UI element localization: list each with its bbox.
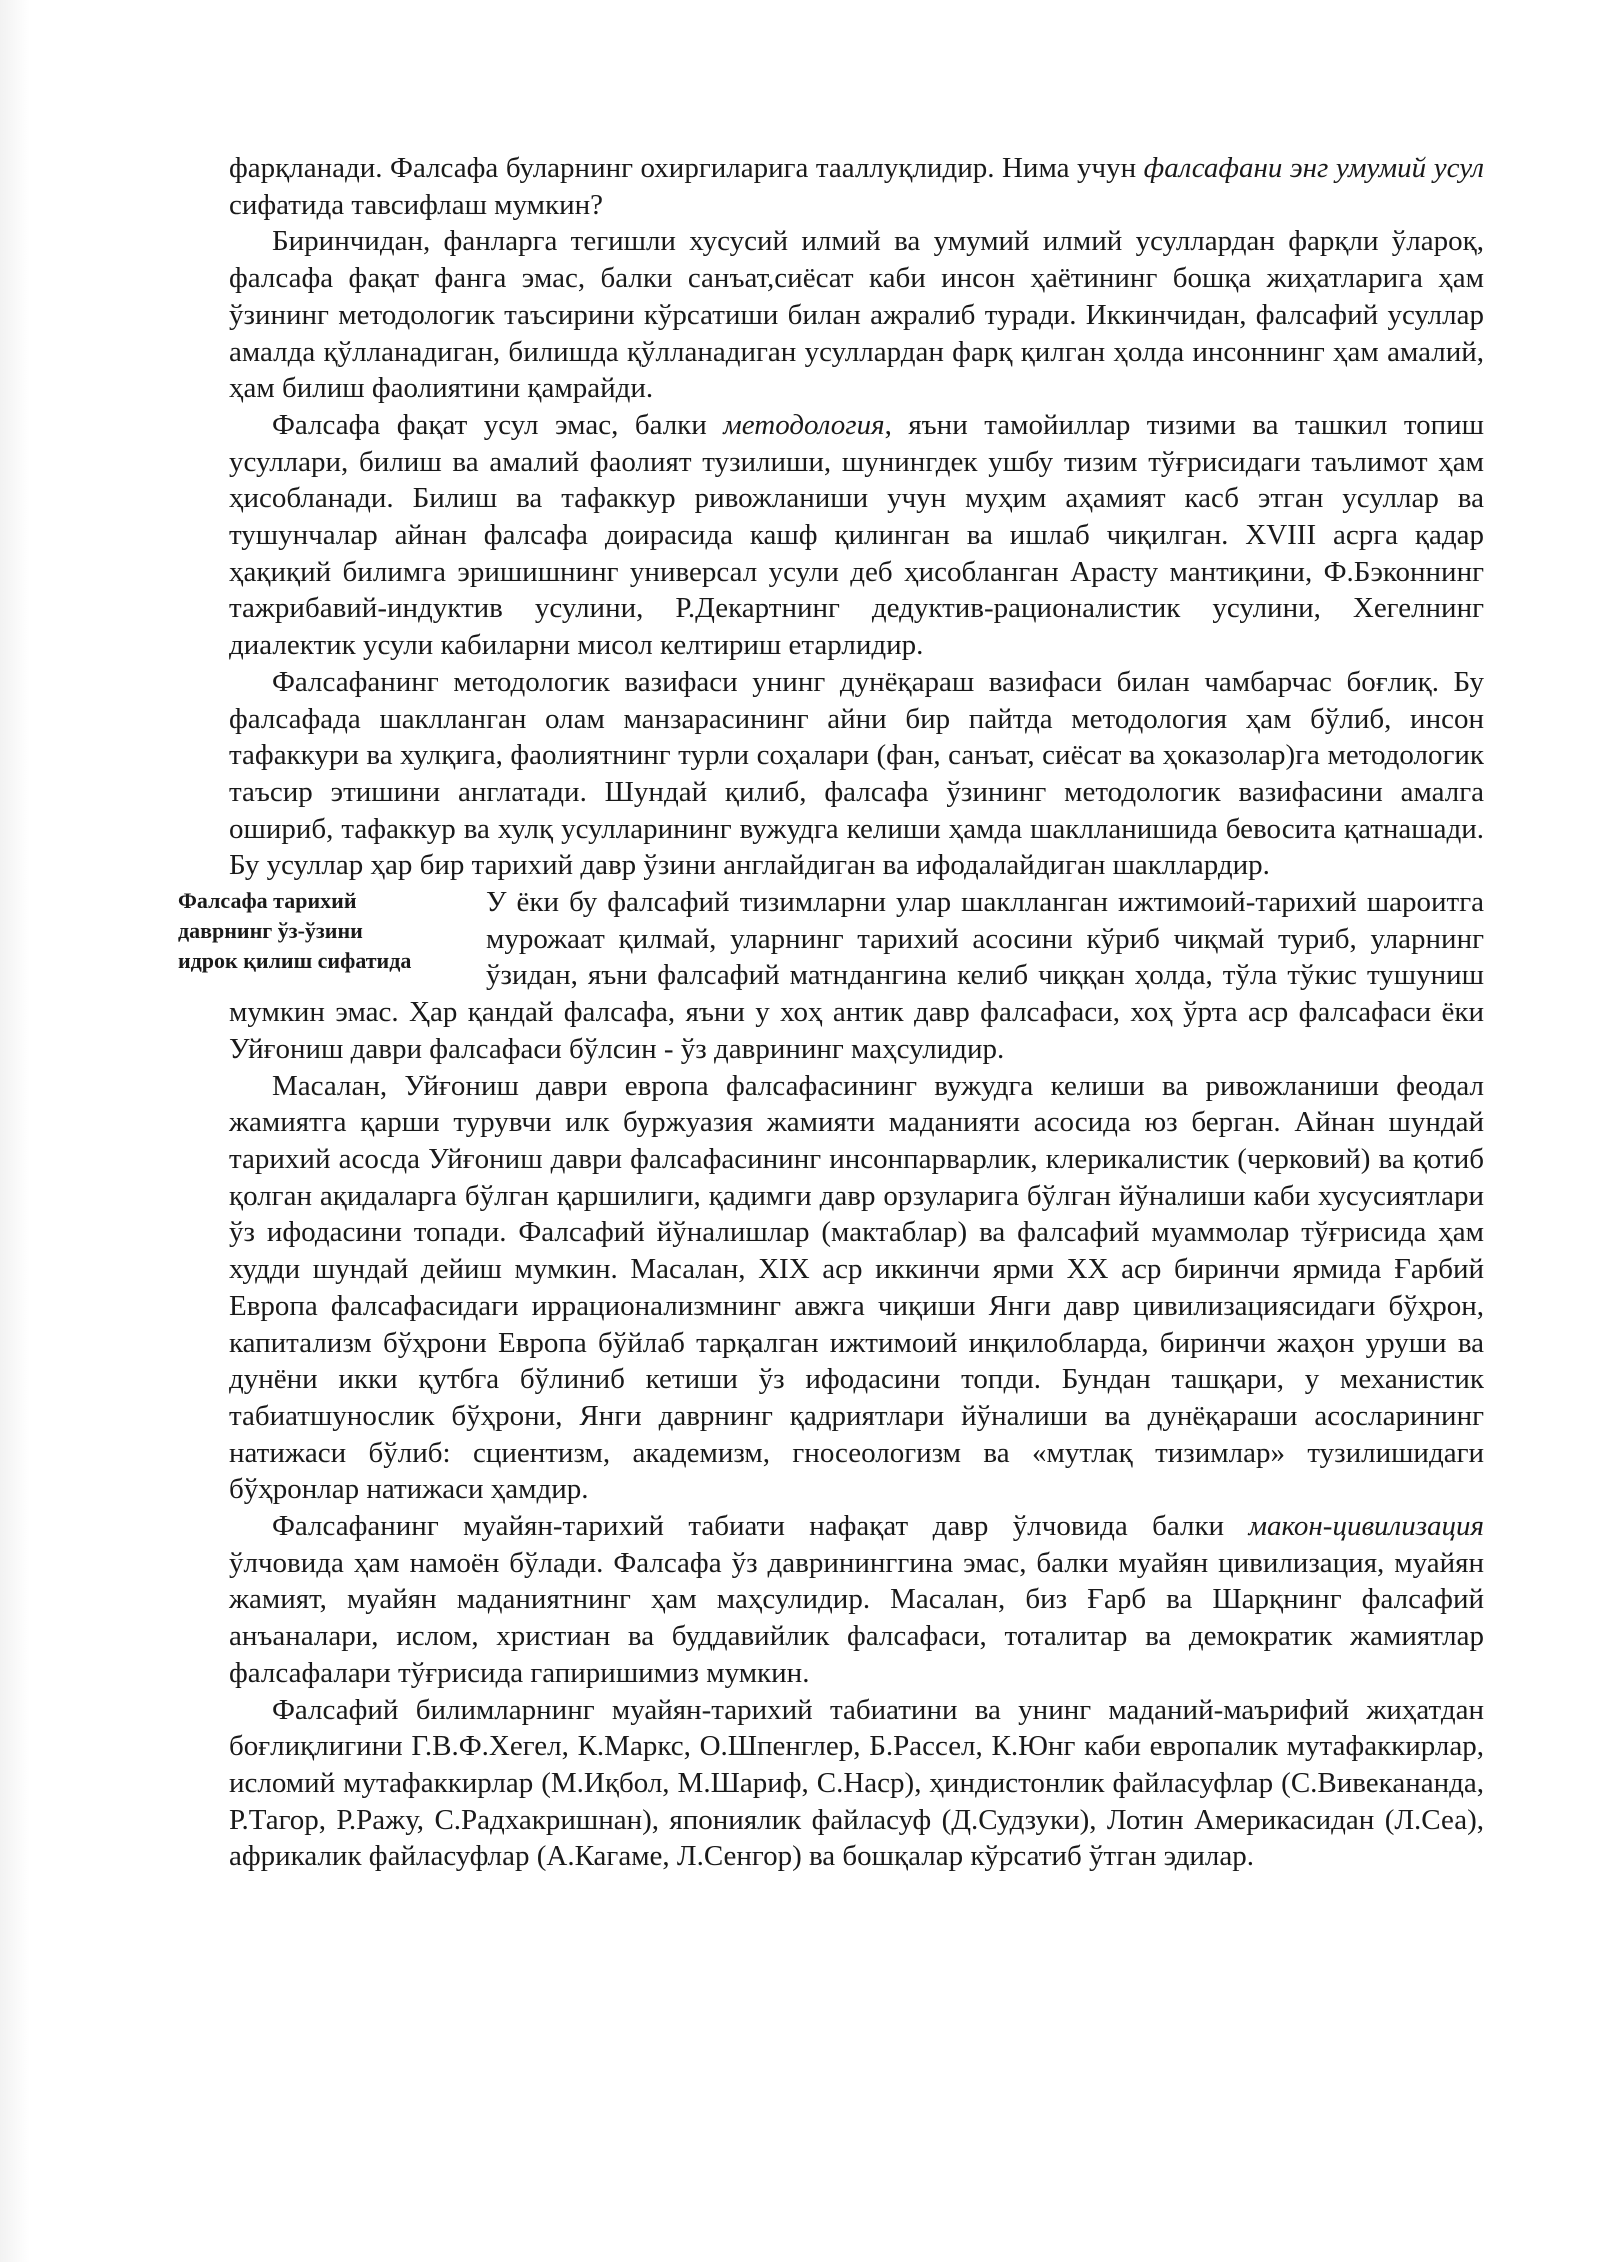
text-run: Фалсафий билимларнинг муайян-тарихий табиатини ва унинг маданий-маърифий жиҳатдан боғлиқлигини Г.В.Ф.Хегел, К.Маркс, О.Шпенглер, Б.Рассел, К.Юнг каби европалик мутафаккирлар, исломий мутафаккирлар (М.Иқбол, М.Шариф, С.Наср), ҳиндистонлик файласуфлар (С.Вивекананда, Р.Тагор, Р.Ражу, С.Радхакришнан), япониялик файласуф (Д.Судзуки), Лотин Америкасидан (Л.Сеа), африкалик файласуфлар (А.Кагаме, Л.Сенгор) ва бошқалар кўрсатиб ўтган эдилар. <box>229 1693 1484 1873</box>
paragraph <box>229 150 1484 223</box>
document-body <box>178 150 1484 1875</box>
text-run: Фалсафанинг методологик вазифаси унинг дунёқараш вазифаси билан чамбарчас боғлиқ. Бу фалсафада шаклланган олам манзарасининг айни бир пайтда методология ҳам бўлиб, инсон тафаккури ва хулқига, фаолиятнинг турли соҳалари (фан, санъат, сиёсат ва ҳоказолар)га методологик таъсир этишини англатади. Шундай қилиб, фалсафа ўзининг методологик вазифасини амалга ошириб, тафаккур ва хулқ усулларининг вужудга келиши ҳамда шаклланишида бевосита қатнашади. Бу усуллар ҳар бир тарихий давр ўзини англайдиган ва ифодалайдиган шакллардир. <box>229 665 1484 882</box>
margin-heading-line: идрок қилиш сифатида <box>178 948 412 974</box>
margin-heading-line: даврнинг ўз-ўзини <box>178 918 363 944</box>
paragraph <box>229 407 1484 664</box>
page-edge-shadow <box>0 0 30 2262</box>
margin-heading-line: Фалсафа тарихий <box>178 888 357 914</box>
margin-heading <box>178 884 460 976</box>
text-run: ўлчовида ҳам намоён бўлади. Фалсафа ўз даврининггина эмас, балки муайян цивилизация, муайян жамият, муайян маданиятнинг ҳам маҳсулидир. Масалан, биз Ғарб ва Шарқнинг фалсафий анъаналари, ислом, христиан ва буддавийлик фалсафаси, тоталитар ва демократик жамиятлар фалсафалари тўғрисида гапиришимиз мумкин. <box>229 1546 1484 1689</box>
text-run: Биринчидан, фанларга тегишли хусусий илмий ва умумий илмий усуллардан фарқли ўлароқ, фалсафа фақат фанга эмас, балки санъат,сиёсат каби инсон ҳаётининг бошқа жиҳатларига ҳам ўзининг методологик таъсирини кўрсатиши билан ажралиб туради. Иккинчидан, фалсафий усуллар амалда қўлланадиган, билишда қўлланадиган усуллардан фарқ қилган ҳолда инсоннинг ҳам амалий, ҳам билиш фаолиятини қамрайди. <box>229 225 1484 405</box>
paragraph <box>229 223 1484 407</box>
paragraph <box>229 664 1484 884</box>
paragraph <box>229 1692 1484 1876</box>
paragraph <box>229 1508 1484 1692</box>
italic-term: макон-цивилизация <box>1248 1510 1484 1543</box>
text-run: Масалан, Уйғониш даври европа фалсафасининг вужудга келиши ва ривожланиши феодал жамиятга қарши турувчи илк буржуазия жамияти маданияти асосида юз берган. Айнан шундай тарихий асосда Уйғониш даври фалсафасининг инсонпарварлик, клерикалистик (черковий) ва қотиб қолган ақидаларга бўлган қаршилиги, қадимги давр орзуларига бўлган йўналиши каби хусусиятлари ўз ифодасини топади. Фалсафий йўналишлар (мактаблар) ва фалсафий муаммолар тўғрисида ҳам худди шундай дейиш мумкин. Масалан, XIX аср иккинчи ярми XX аср биринчи ярмида Ғарбий Европа фалсафасидаги иррационализмнинг авжга чиқиши Янги давр цивилизациясидаги бўҳрон, капитализм бўҳрони Европа бўйлаб тарқалган ижтимоий инқилобларда, биринчи жаҳон уруши ва дунёни икки қутбга бўлиниб кетиши ўз ифодасини топди. Бундан ташқари, у механистик табиатшунослик бўҳрони, Янги даврнинг қадриятлари йўналиши ва дунёқараши асосларининг натижаси бўлиб: сциентизм, академизм, гносеологизм ва «мутлақ тизимлар» тузилишидаги бўҳронлар натижаси ҳамдир. <box>229 1069 1484 1506</box>
text-run: , яъни тамойиллар тизими ва ташкил топиш усуллари, билиш ва амалий фаолият тузилиши, шунингдек ушбу тизим тўғрисидаги таълимот ҳам ҳисобланади. Билиш ва тафаккур ривожланиши учун муҳим аҳамият касб этган усуллар ва тушунчалар айнан фалсафа доирасида кашф қилинган ва ишлаб чиқилган. XVIII асрга қадар ҳақиқий билимга эришишнинг универсал усули деб ҳисобланган Арасту мантиқини, Ф.Бэконнинг тажрибавий-индуктив усулини, Р.Декартнинг дедуктив-рационалистик усулини, Хегелнинг диалектик усули кабиларни мисол келтириш етарлидир. <box>229 408 1484 662</box>
italic-term: фалсафани энг умумий усул <box>1143 152 1484 184</box>
text-run: сифатида тавсифлаш мумкин? <box>229 188 603 221</box>
text-run: фарқланади. Фалсафа буларнинг охиргиларига тааллуқлидир. Нима учун <box>229 152 1144 184</box>
paragraph <box>229 1068 1484 1508</box>
italic-term: методология <box>723 408 885 441</box>
text-run: Фалсафанинг муайян-тарихий табиати нафақат давр ўлчовида балки <box>272 1510 1249 1543</box>
text-run: Фалсафа фақат усул эмас, балки <box>272 408 724 441</box>
text-run: У ёки бу фалсафий тизимларни улар шаклланган ижтимоий-тарихий шароитга мурожаат қилмай, уларнинг тарихий асосини кўриб чиқмай туриб, уларнинг ўзидан, яъни фалсафий матндангина келиб чиққан ҳолда, тўла тўкис тушуниш мумкин эмас. Ҳар қандай фалсафа, яъни у хоҳ антик давр фалсафаси, хоҳ ўрта аср фалсафаси ёки Уйғониш даври фалсафаси бўлсин - ўз даврининг маҳсулидир. <box>229 886 1484 1065</box>
